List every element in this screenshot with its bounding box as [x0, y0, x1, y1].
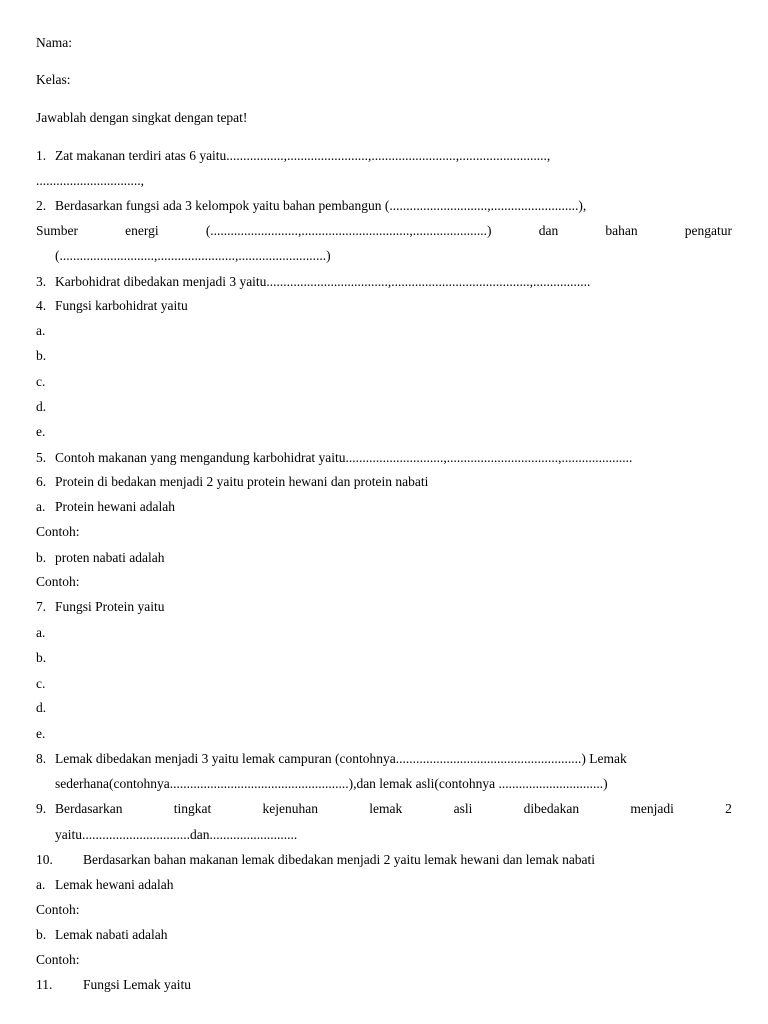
q9-word: tingkat: [173, 801, 212, 816]
q9-word: menjadi: [630, 801, 674, 816]
q4-item-e: e.: [36, 424, 46, 439]
q6-a-letter: a.: [36, 499, 46, 514]
q10-a-text: Lemak hewani adalah: [55, 877, 174, 892]
q2-justified-line: [36, 223, 732, 239]
q10-a-letter: a.: [36, 877, 46, 892]
q4-item-d: d.: [36, 399, 47, 414]
q7-item-a: a.: [36, 625, 46, 640]
nama-label: Nama:: [36, 35, 72, 50]
q9-word: 2: [725, 801, 732, 816]
q2-number: 2.: [36, 198, 47, 213]
q10-contoh-a: Contoh:: [36, 902, 80, 917]
q10-number: 10.: [36, 852, 53, 867]
q2-word: Sumber: [36, 223, 78, 238]
q5-text: Contoh makanan yang mengandung karbohidrat yaitu.............................,.................................,.....................: [55, 450, 633, 465]
q4-item-b: b.: [36, 348, 47, 363]
q2-word: pengatur: [684, 223, 732, 238]
q3-number: 3.: [36, 274, 47, 289]
q6-number: 6.: [36, 474, 47, 489]
q3-text: Karbohidrat dibedakan menjadi 3 yaitu....................................,.........................................,.................: [55, 274, 591, 289]
q4-number: 4.: [36, 298, 47, 313]
q8-number: 8.: [36, 751, 47, 766]
q7-text: Fungsi Protein yaitu: [55, 599, 165, 614]
instruction-text: Jawablah dengan singkat dengan tepat!: [36, 110, 248, 125]
q9-justified-line: [55, 801, 732, 817]
q6-b-letter: b.: [36, 550, 47, 565]
q2-text: Berdasarkan fungsi ada 3 kelompok yaitu bahan pembangun (.............................,..........................),: [55, 198, 587, 213]
q2-word: energi: [125, 223, 159, 238]
q8-text: Lemak dibedakan menjadi 3 yaitu lemak campuran (contohnya.......................................................) Lemak: [55, 751, 627, 766]
q4-item-c: c.: [36, 374, 46, 389]
q11-text: Fungsi Lemak yaitu: [83, 977, 191, 992]
q7-item-c: c.: [36, 676, 46, 691]
q5-number: 5.: [36, 450, 47, 465]
q1-number: 1.: [36, 148, 47, 163]
q10-b-text: Lemak nabati adalah: [55, 927, 168, 942]
q2-continuation: (............................,.......................,..........................): [55, 248, 331, 263]
q7-item-d: d.: [36, 700, 47, 715]
q2-word: (..........................,................................,......................): [205, 223, 492, 238]
q4-item-a: a.: [36, 323, 46, 338]
q9-continuation: yaitu................................dan..........................: [55, 827, 298, 842]
q7-item-b: b.: [36, 650, 47, 665]
q9-word: kejenuhan: [262, 801, 319, 816]
kelas-label: Kelas:: [36, 72, 71, 87]
q6-text: Protein di bedakan menjadi 2 yaitu protein hewani dan protein nabati: [55, 474, 429, 489]
q2-word: dan: [538, 223, 559, 238]
q9-number: 9.: [36, 801, 47, 816]
q2-word: bahan: [605, 223, 638, 238]
q4-text: Fungsi karbohidrat yaitu: [55, 298, 188, 313]
q9-word: dibedakan: [523, 801, 580, 816]
q6-b-text: proten nabati adalah: [55, 550, 165, 565]
q10-contoh-b: Contoh:: [36, 952, 80, 967]
q9-word: lemak: [369, 801, 403, 816]
q1-text: Zat makanan terdiri atas 6 yaitu.................,........................,.........................,..........................,: [55, 148, 551, 163]
q9-word: asli: [453, 801, 473, 816]
q10-b-letter: b.: [36, 927, 47, 942]
q6-contoh-a: Contoh:: [36, 524, 80, 539]
q8-continuation: sederhana(contohnya.....................................................),dan lemak asli(contohnya ...............................): [55, 776, 608, 791]
q7-number: 7.: [36, 599, 47, 614]
q1-continuation: ...............................,: [36, 173, 144, 188]
q10-text: Berdasarkan bahan makanan lemak dibedakan menjadi 2 yaitu lemak hewani dan lemak nabati: [83, 852, 596, 867]
q9-word: Berdasarkan: [55, 801, 123, 816]
q6-contoh-b: Contoh:: [36, 574, 80, 589]
q7-item-e: e.: [36, 726, 46, 741]
q6-a-text: Protein hewani adalah: [55, 499, 175, 514]
q11-number: 11.: [36, 977, 53, 992]
